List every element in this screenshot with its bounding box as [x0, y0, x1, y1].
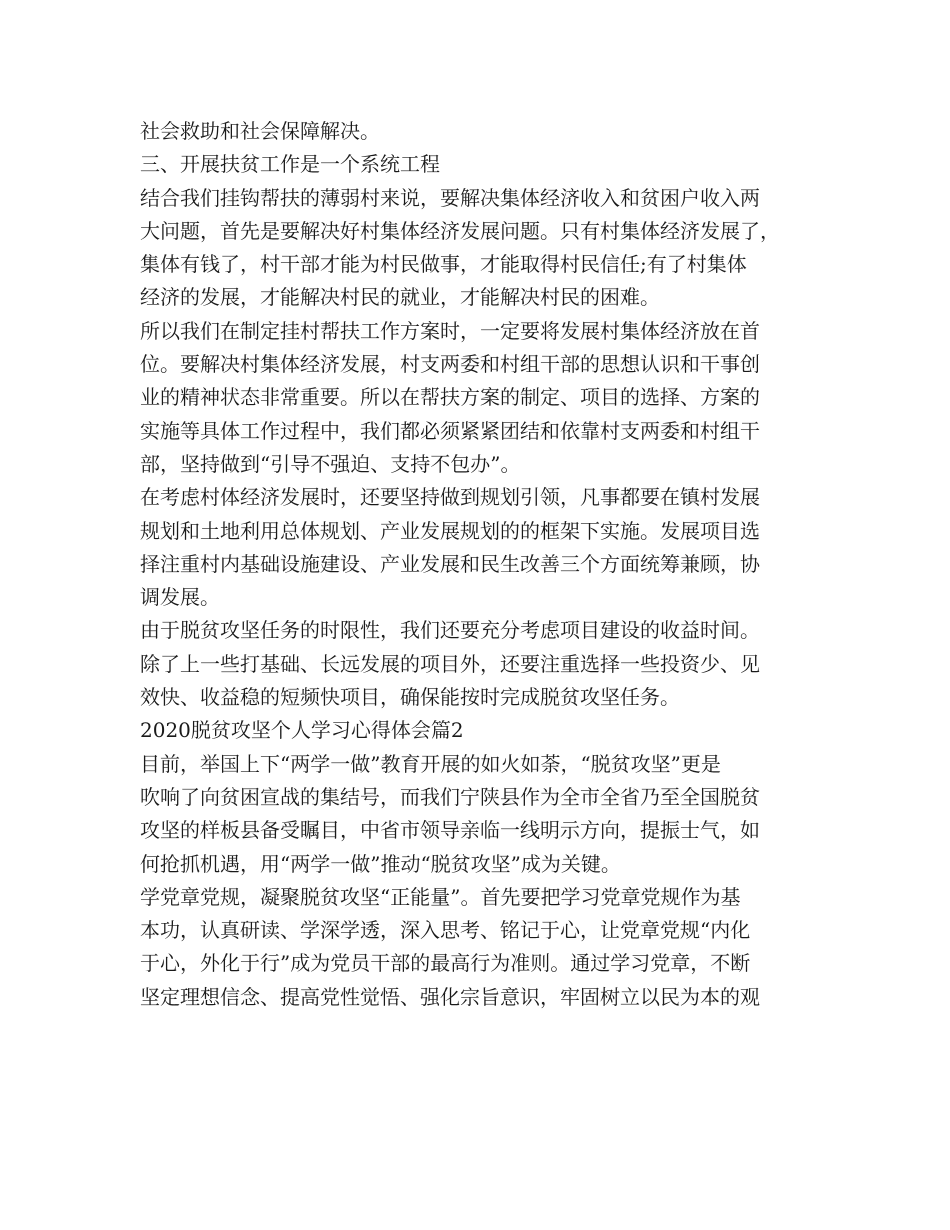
text-line: 位。要解决村集体经济发展，村支两委和村组干部的思想认识和干事创	[140, 352, 760, 377]
text-line: 业的精神状态非常重要。所以在帮扶方案的制定、项目的选择、方案的	[140, 385, 760, 410]
text-line: 部，坚持做到“引导不强迫、支持不包办”。	[140, 451, 521, 476]
text-line: 经济的发展，才能解决村民的就业，才能解决村民的困难。	[140, 285, 660, 310]
text-line: 由于脱贫攻坚任务的时限性，我们还要充分考虑项目建设的收益时间。	[140, 618, 760, 643]
text-line: 目前，举国上下“两学一做”教育开展的如火如荼，“脱贫攻坚”更是	[140, 751, 721, 776]
text-line: 调发展。	[140, 585, 220, 610]
document-body	[140, 115, 830, 1014]
text-line: 大问题，首先是要解决好村集体经济发展问题。只有村集体经济发展了，	[140, 218, 780, 243]
article-title: 2020脱贫攻坚个人学习心得体会篇2	[140, 718, 464, 743]
section-heading: 三、开展扶贫工作是一个系统工程	[140, 152, 440, 177]
text-line: 吹响了向贫困宣战的集结号，而我们宁陕县作为全市全省乃至全国脱贫	[140, 784, 760, 809]
text-line: 攻坚的样板县备受瞩目，中省市领导亲临一线明示方向，提振士气，如	[140, 818, 760, 843]
text-line: 规划和土地利用总体规划、产业发展规划的的框架下实施。发展项目选	[140, 518, 760, 543]
text-line: 实施等具体工作过程中，我们都必须紧紧团结和依靠村支两委和村组干	[140, 418, 760, 443]
text-line: 何抢抓机遇，用“两学一做”推动“脱贫攻坚”成为关键。	[140, 851, 621, 876]
text-line: 学党章党规，凝聚脱贫攻坚“正能量”。首先要把学习党章党规作为基	[140, 884, 741, 909]
text-line: 坚定理想信念、提高党性觉悟、强化宗旨意识，牢固树立以民为本的观	[140, 984, 760, 1009]
text-line: 于心，外化于行”成为党员干部的最高行为准则。通过学习党章，不断	[140, 951, 751, 976]
text-line: 择注重村内基础设施建设、产业发展和民生改善三个方面统筹兼顾，协	[140, 551, 760, 576]
text-line: 本功，认真研读、学深学透，深入思考、铭记于心，让党章党规“内化	[140, 918, 751, 943]
text-line: 在考虑村体经济发展时，还要坚持做到规划引领，凡事都要在镇村发展	[140, 485, 760, 510]
text-line: 结合我们挂钩帮扶的薄弱村来说，要解决集体经济收入和贫困户收入两	[140, 185, 760, 210]
text-line: 除了上一些打基础、长远发展的项目外，还要注重选择一些投资少、见	[140, 651, 760, 676]
text-line: 效快、收益稳的短频快项目，确保能按时完成脱贫攻坚任务。	[140, 685, 680, 710]
text-line: 集体有钱了，村干部才能为村民做事，才能取得村民信任;有了村集体	[140, 252, 747, 277]
text-line: 所以我们在制定挂村帮扶工作方案时，一定要将发展村集体经济放在首	[140, 318, 760, 343]
text-line: 社会救助和社会保障解决。	[140, 119, 380, 143]
